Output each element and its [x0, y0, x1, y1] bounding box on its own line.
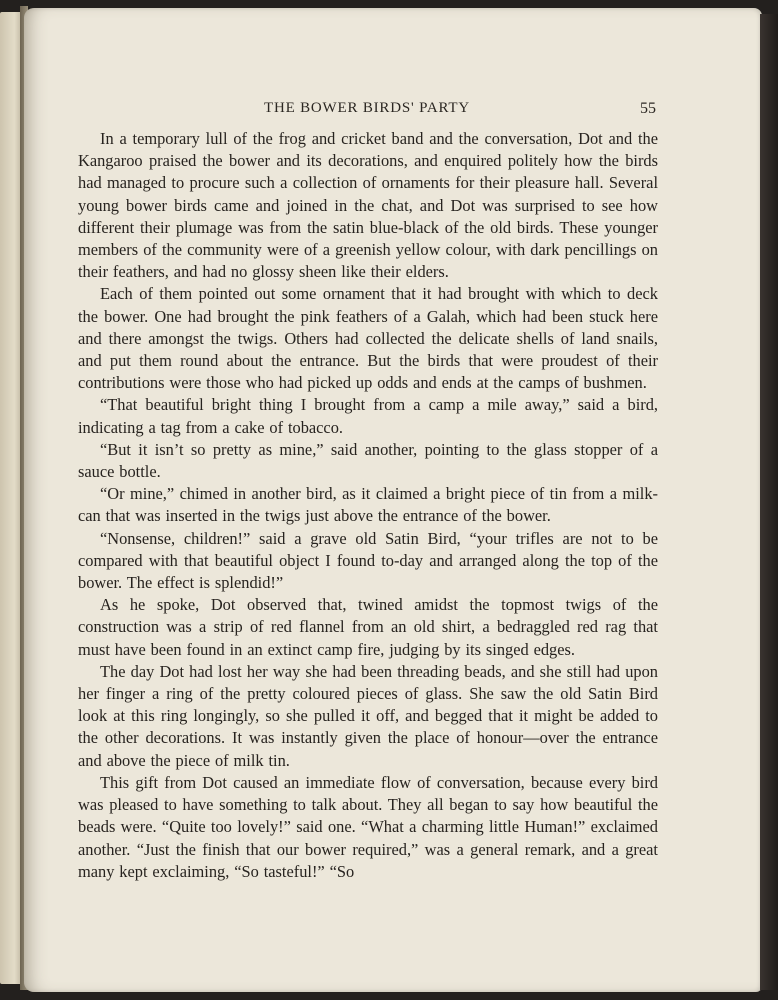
page-block-edge [760, 14, 778, 990]
running-title: THE BOWER BIRDS' PARTY [264, 100, 470, 116]
body-text [78, 128, 658, 883]
paragraph: “Or mine,” chimed in another bird, as it claimed a bright piece of tin from a milk-can that was inserted in the twigs just above the entrance of the bower. [78, 484, 658, 526]
paragraph: “But it isn’t so pretty as mine,” said another, pointing to the glass stopper of a sauce bottle. [78, 439, 658, 482]
paragraph: In a temporary lull of the frog and cricket band and the conversation, Dot and the Kangaroo praised the bower and its decorations, and enquired politely how the birds had managed to procure such a collection of ornaments for their pleasure hall. Several young bower birds came and joined in the chat, and Dot was surprised to see how different their plumage was from the satin blue-black of the old birds. These younger members of the community were of a greenish yellow colour, with dark pencillings on their feathers, and had no glossy sheen like their elders. [78, 129, 658, 282]
paragraph: Each of them pointed out some ornament that it had brought with which to deck the bower. One had brought the pink feathers of a Galah, which had been stuck here and there amongst the twigs. Others had collected the delicate shells of land snails, and put them round about the entrance. But the birds that were proudest of their contributions were those who had picked up odds and ends at the camps of bushmen. [78, 284, 658, 393]
paragraph: As he spoke, Dot observed that, twined amidst the topmost twigs of the construction was a strip of red flannel from an old shirt, a bedraggled red rag that must have been found in an extinct camp fire, judging by its singed edges. [78, 595, 658, 659]
paragraph: “That beautiful bright thing I brought from a camp a mile away,” said a bird, indicating a tag from a cake of tobacco. [78, 395, 658, 437]
paragraph: The day Dot had lost her way she had been threading beads, and she still had upon her finger a ring of the pretty coloured pieces of glass. She saw the old Satin Bird look at this ring longingly, so she pulled it off, and begged that it might be added to the other decorations. It was instantly given the place of honour—over the entrance and above the piece of milk tin. [78, 661, 658, 770]
paragraph: “Nonsense, children!” said a grave old Satin Bird, “your trifles are not to be compared with that beautiful object I found to-day and arranged along the top of the bower. The effect is splendid!” [78, 528, 658, 593]
page-number: 55 [640, 100, 656, 117]
paragraph: This gift from Dot caused an immediate flow of conversation, because every bird was pleased to have something to talk about. They all began to say how beautiful the beads were. “Quite too lovely!” said one. “What a charming little Human!” exclaimed another. “Just the finish that our bower required,” was a general remark, and a great many kept exclaiming, “So tasteful!” “So [78, 772, 658, 881]
running-header [78, 100, 656, 120]
